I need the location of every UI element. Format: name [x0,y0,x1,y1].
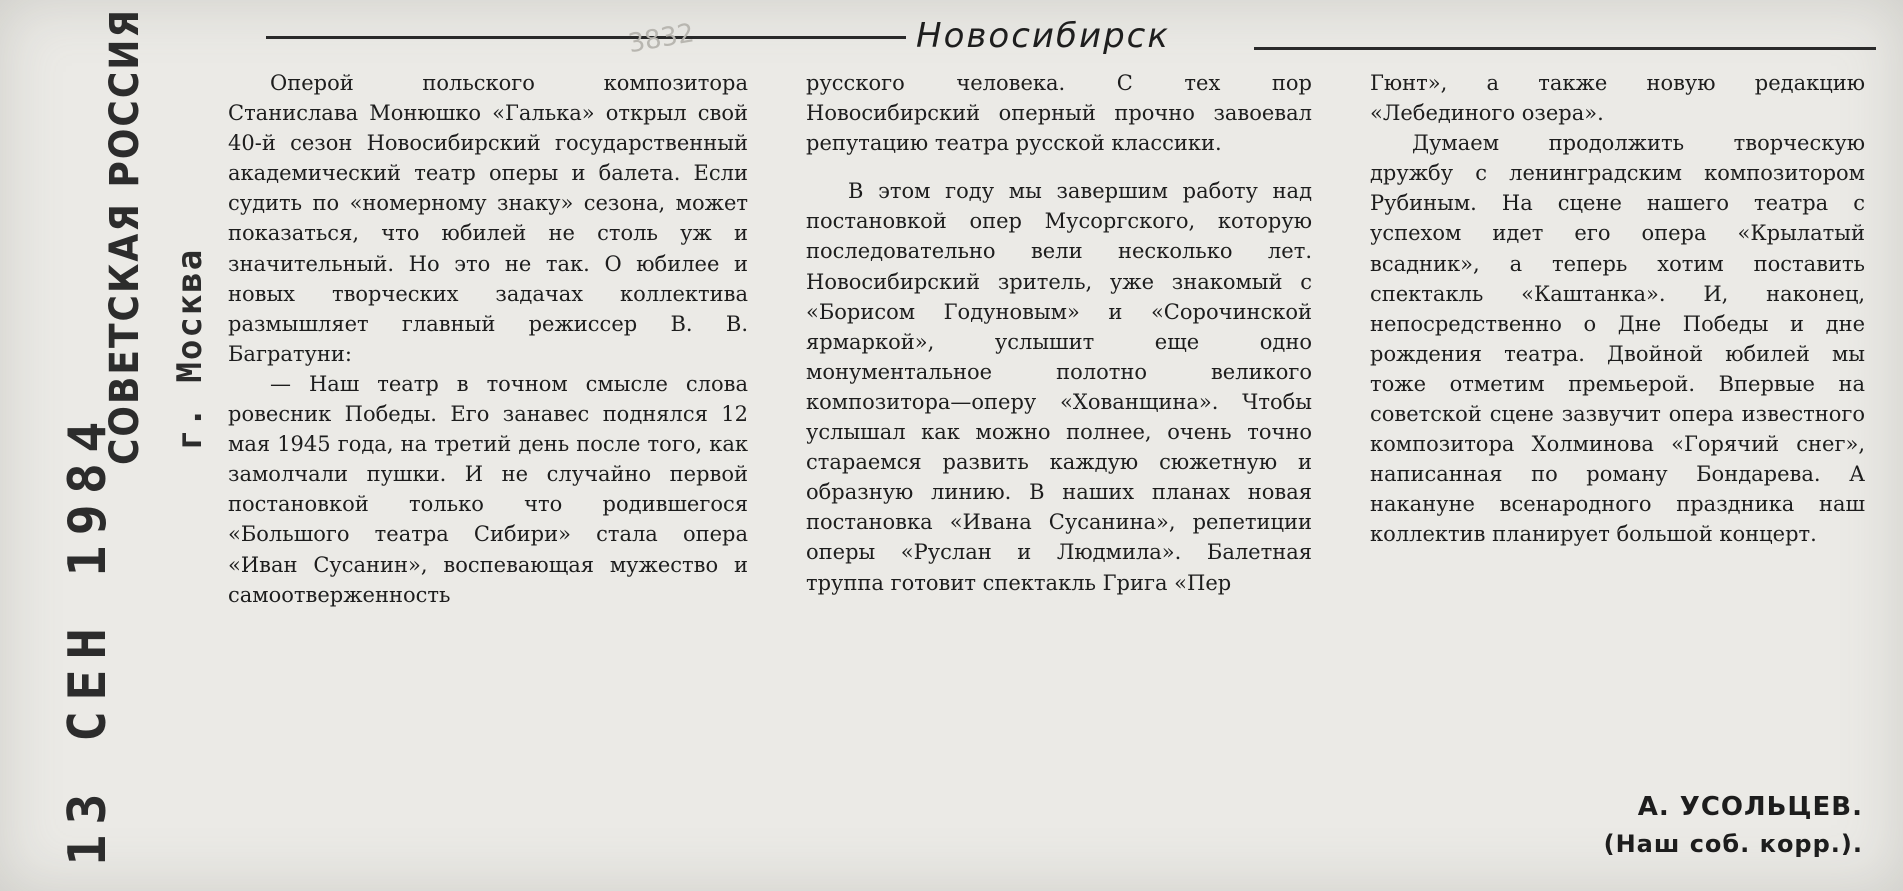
stamp-newspaper: СОВЕТСКАЯ РОССИЯ [102,7,148,465]
archive-stamp [10,7,210,890]
author-signature: А. УСОЛЬЦЕВ. [1637,792,1863,822]
article-column-3 [1370,68,1865,550]
author-note: (Наш соб. корр.). [1603,830,1863,858]
paragraph: Думаем продолжить творческую дружбу с ленинградским композитором Рубиным. На сцене нашего театра с успехом идет его опера «Крылатый всадник», а теперь хотим поставить спектакль «Каштанка». И, наконец, непосредственно о Дне Победы и дне рождения театра. Двойной юбилей мы тоже отметим премьерой. Впервые на советской сцене зазвучит опера известного композитора Холминова «Горячий снег», написанная по роману Бондарева. А накануне всенародного праздника наш коллектив планирует большой концерт. [1370,131,1865,547]
article-column-1 [228,68,748,610]
section-header [266,14,1876,64]
paragraph: Оперой польского композитора Станислава Монюшко «Галька» открыл свой 40-й сезон Новосибирский государственный академический театр оперы и балета. Если судить по «номерному знаку» сезона, может показаться, что юбилей не столь уж и значительный. Но это не так. О юбилее и новых творческих задачах коллектива размышляет главный режиссер В. В. Багратуни: [228,71,748,366]
stamp-date: 13 СЕН 1984 [58,411,118,866]
paragraph: В этом году мы завершим работу над постановкой опер Мусоргского, которую последовательно вели несколько лет. Новосибирский зритель, уже знакомый с «Борисом Годуновым» и «Сорочинской ярмаркой», услышит еще одно монументальное полотно великого композитора—оперу «Хованщина». Чтобы услышал как можно полнее, очень точно стараемся развить каждую сюжетную и образную линию. В наших планах новая постановка «Ивана Сусанина», репетиции оперы «Руслан и Людмила». Балетная труппа готовит спектакль Грига «Пер [806,179,1312,595]
section-title: Новосибирск [916,16,1170,56]
article-column-2 [806,68,1312,598]
header-rule-right [1254,47,1876,50]
header-rule-left [266,36,906,39]
stamp-city: г. Москва [170,247,210,450]
pencil-mark: 3832 [625,18,697,60]
paragraph: русского человека. С тех пор Новосибирский оперный прочно завоевал репутацию театра русской классики. [806,71,1312,156]
paragraph: — Наш театр в точном смысле слова ровесник Победы. Его занавес поднялся 12 мая 1945 года, на третий день после того, как замолчали пушки. И не случайно первой постановкой только что родившегося «Большого театра Сибири» стала опера «Иван Сусанин», воспевающая мужество и самоотверженность [228,371,748,607]
paragraph: Гюнт», а также новую редакцию «Лебединого озера». [1370,71,1865,126]
